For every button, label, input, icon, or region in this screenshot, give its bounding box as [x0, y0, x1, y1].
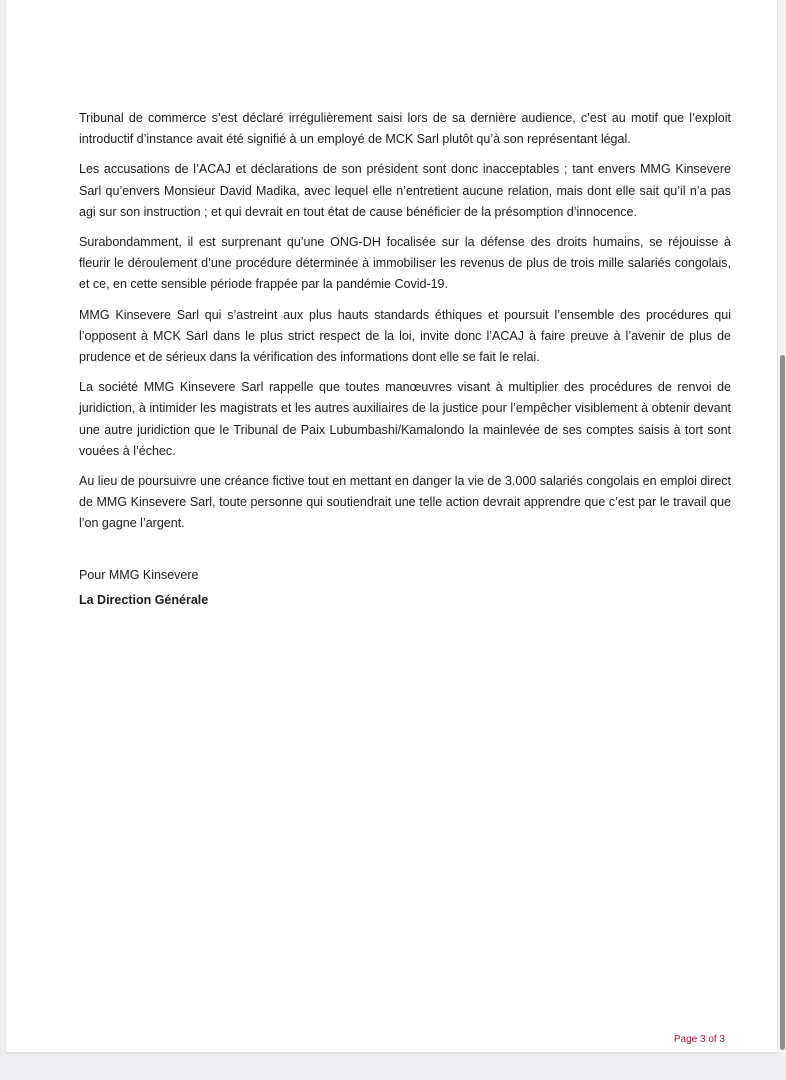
- signature-block: [79, 565, 379, 615]
- paragraph: La société MMG Kinsevere Sarl rappelle que toutes manœuvres visant à multiplier des procédures de renvoi de juridiction, à intimider les magistrats et les autres auxiliaires de la justice pour l’empêcher visiblement à obtenir devant une autre juridiction que le Tribunal de Paix Lubumbashi/Kamalondo la mainlevée de ses comptes saisis à tort sont vouées à l’échec.: [79, 380, 731, 458]
- paragraph: Tribunal de commerce s’est déclaré irrégulièrement saisi lors de sa dernière audience, c’est au motif que l’exploit introductif d’instance avait été signifié à un employé de MCK Sarl plutôt qu’à son représentant légal.: [79, 111, 731, 147]
- paragraph: Surabondamment, il est surprenant qu’une ONG-DH focalisée sur la défense des droits humains, se réjouisse à fleurir le déroulement d’une procédure déterminée à immobiliser les revenus de plus de trois mille salariés congolais, et ce, en cette sensible période frappée par la pandémie Covid-19.: [79, 235, 731, 292]
- document-body: [79, 108, 731, 544]
- signature-title: La Direction Générale: [79, 593, 209, 607]
- paragraph: MMG Kinsevere Sarl qui s’astreint aux plus hauts standards éthiques et poursuit l’ensemble des procédures qui l’opposent à MCK Sarl dans le plus strict respect de la loi, invite donc l’ACAJ à faire preuve à l’avenir de plus de prudence et de sérieux dans la vérification des informations dont elle se fait le relai.: [79, 307, 731, 365]
- vertical-scrollbar[interactable]: [777, 0, 786, 1052]
- document-page: [6, 0, 778, 1052]
- page-number: Page 3 of 3: [673, 1034, 725, 1045]
- paragraph: Les accusations de l’ACAJ et déclarations de son président sont donc inacceptables ; tant envers MMG Kinsevere Sarl qu’envers Monsieur David Madika, avec lequel elle n’entretient aucune relation, mais dont elle sait qu’il n’a pas agi sur son instruction ; et qui devrait en tout état de cause bénéficier de la présomption d’innocence.: [79, 162, 731, 219]
- signature-line: Pour MMG Kinsevere: [79, 568, 199, 582]
- scrollbar-thumb[interactable]: [780, 355, 785, 1050]
- paragraph: Au lieu de poursuivre une créance fictive tout en mettant en danger la vie de 3.000 salariés congolais en emploi direct de MMG Kinsevere Sarl, toute personne qui soutiendrait une telle action devrait apprendre que c’est par le travail que l’on gagne l’argent.: [79, 474, 731, 531]
